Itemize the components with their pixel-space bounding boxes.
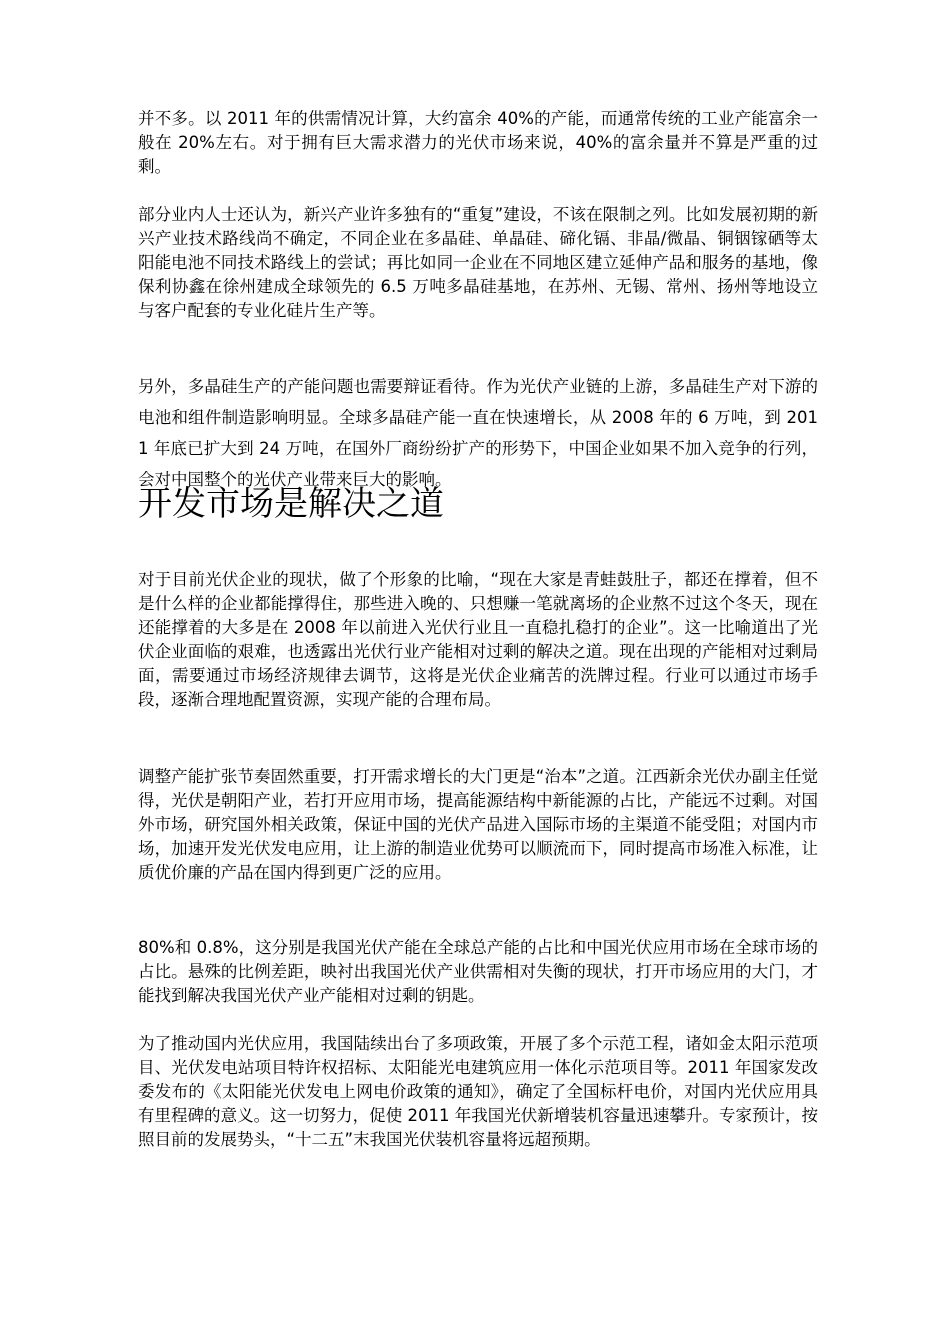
- paragraph-ratio-gap: 80%和 0.8%，这分别是我国光伏产能在全球总产能的占比和中国光伏应用市场在全球市场的占比。悬殊的比例差距，映衬出我国光伏产业供需相对失衡的现状，打开市场应用的大门，才能找到解决我国光伏产业产能相对过剩的钥匙。: [138, 938, 818, 1005]
- paragraph-frog-metaphor: 对于目前光伏企业的现状，做了个形象的比喻，“现在大家是青蛙鼓肚子，都还在撑着，但不是什么样的企业都能撑得住，那些进入晚的、只想赚一笔就离场的企业熬不过这个冬天，现在还能撑着的大多是在 2008 年以前进入光伏行业且一直稳扎稳打的企业”。这一比喻道出了光伏企业面临的艰难，也透露出光伏行业产能相对过剩的解决之道。现在出现的产能相对过剩局面，需要通过市场经济规律去调节，这将是光伏企业痛苦的洗牌过程。行业可以通过市场手段，逐渐合理地配置资源，实现产能的合理布局。: [138, 570, 818, 709]
- paragraph-capacity-surplus: 并不多。以 2011 年的供需情况计算，大约富余 40%的产能，而通常传统的工业产能富余一般在 20%左右。对于拥有巨大需求潜力的光伏市场来说，40%的富余量并不算是严重的过剩。: [138, 109, 818, 176]
- paragraph-demand-growth: 调整产能扩张节奏固然重要，打开需求增长的大门更是“治本”之道。江西新余光伏办副主任觉得，光伏是朝阳产业，若打开应用市场，提高能源结构中新能源的占比，产能远不过剩。对国外市场，研究国外相关政策，保证中国的光伏产品进入国际市场的主渠道不能受阻；对国内市场，加速开发光伏发电应用，让上游的制造业优势可以顺流而下，同时提高市场准入标准，让质优价廉的产品在国内得到更广泛的应用。: [138, 767, 818, 882]
- section-heading: 开发市场是解决之道: [138, 484, 444, 524]
- paragraph-domestic-policy: 为了推动国内光伏应用，我国陆续出台了多项政策，开展了多个示范工程，诸如金太阳示范项目、光伏发电站项目特许权招标、太阳能光电建筑应用一体化示范项目等。2011 年国家发改委发布的《太阳能光伏发电上网电价政策的通知》，确定了全国标杆电价，对国内光伏应用具有里程碑的意义。这一切努力，促使 2011 年我国光伏新增装机容量迅速攀升。专家预计，按照目前的发展势头，“十二五”末我国光伏装机容量将远超预期。: [138, 1034, 818, 1149]
- paragraph-repeated-construction: 部分业内人士还认为，新兴产业许多独有的“重复”建设，不该在限制之列。比如发展初期的新兴产业技术路线尚不确定，不同企业在多晶硅、单晶硅、碲化镉、非晶/微晶、铜铟镓硒等太阳能电池不同技术路线上的尝试；再比如同一企业在不同地区建立延伸产品和服务的基地，像保利协鑫在徐州建成全球领先的 6.5 万吨多晶硅基地，在苏州、无锡、常州、扬州等地设立与客户配套的专业化硅片生产等。: [138, 205, 818, 320]
- paragraph-polysilicon: 另外，多晶硅生产的产能问题也需要辩证看待。作为光伏产业链的上游，多晶硅生产对下游的电池和组件制造影响明显。全球多晶硅产能一直在快速增长，从 2008 年的 6 万吨，到 2011 年底已扩大到 24 万吨，在国外厂商纷纷扩产的形势下，中国企业如果不加入竞争的行列，会对中国整个的光伏产业带来巨大的影响。: [138, 377, 818, 489]
